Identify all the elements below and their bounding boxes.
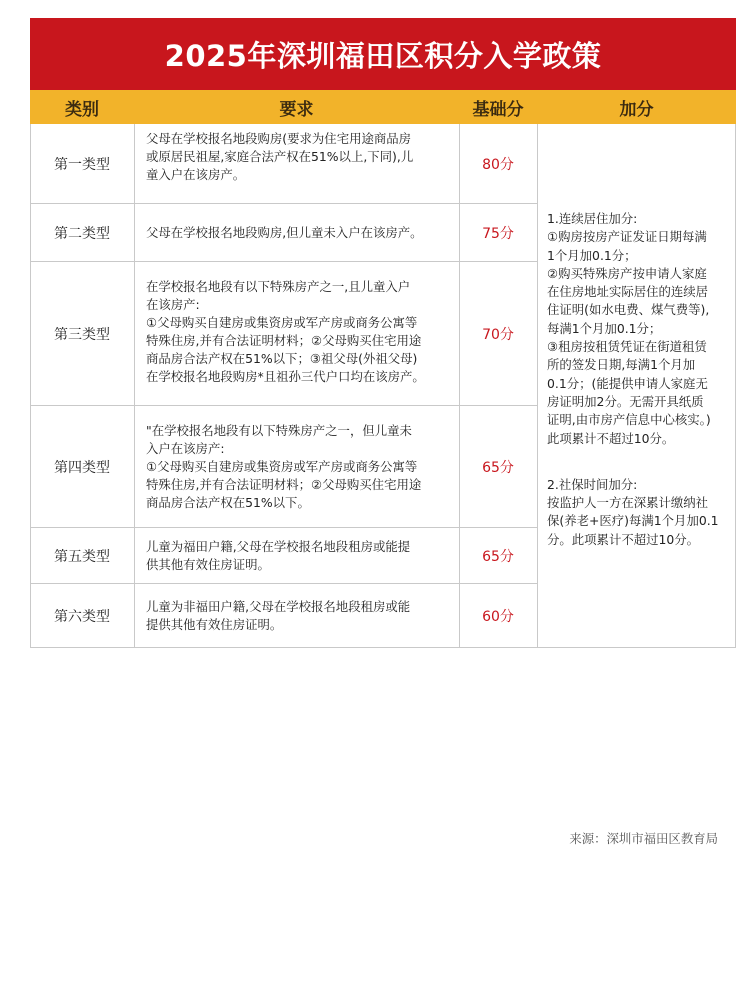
row-requirement: 父母在学校报名地段购房,但儿童未入户在该房产。	[146, 224, 423, 240]
row-score: 60分	[482, 608, 514, 625]
row-requirement: 儿童为非福田户籍,父母在学校报名地段租房或能 提供其他有效住房证明。	[146, 598, 411, 632]
table-row	[30, 528, 537, 584]
row-type: 第五类型	[54, 548, 110, 565]
row-requirement: 父母在学校报名地段购房(要求为住宅用途商品房 或原居民祖屋,家庭合法产权在51%以上,下同),儿 童入户在该房产。	[146, 131, 414, 182]
bonus-social-security: 2.社保时间加分: 按监护人一方在深累计缴纳社 保(养老+医疗)每满1个月加0.1 分。此项累计不超过10分。	[547, 476, 719, 547]
table-row	[30, 262, 537, 406]
header-category: 类别	[65, 99, 99, 120]
row-requirement: 在学校报名地段有以下特殊房产之一,且儿童入户 在该房产: ①父母购买自建房或集资房或军产房或商务公寓等 特殊住房,并有合法证明材料；②父母购买住宅用途 商品房合法产权在51%以下；③祖父母(外祖父母) 在学校报名地段购房*且祖孙三代户口均在该房产。	[146, 279, 425, 384]
header-bonus: 加分	[619, 99, 654, 120]
row-score: 70分	[482, 326, 514, 343]
row-score: 65分	[482, 459, 514, 476]
row-type: 第三类型	[54, 326, 110, 343]
row-type: 第四类型	[54, 459, 110, 476]
page-title: 2025年深圳福田区积分入学政策	[164, 38, 602, 73]
policy-table	[30, 124, 736, 648]
row-type: 第一类型	[54, 156, 110, 173]
row-type: 第二类型	[54, 225, 110, 242]
bonus-cell	[537, 124, 736, 648]
table-header	[30, 90, 736, 124]
row-score: 80分	[482, 156, 514, 173]
header-requirement: 要求	[279, 99, 314, 120]
table-row	[30, 584, 537, 648]
row-requirement: "在学校报名地段有以下特殊房产之一，但儿童未 入户在该房产: ①父母购买自建房或集资房或军产房或商务公寓等 特殊住房,并有合法证明材料；②父母购买住宅用途 商品房合法产权在51%以下。	[146, 423, 422, 510]
row-type: 第六类型	[54, 608, 110, 625]
row-score: 75分	[482, 225, 514, 242]
table-row	[30, 204, 537, 262]
table-row	[30, 406, 537, 528]
table-row	[30, 124, 537, 204]
row-requirement: 儿童为福田户籍,父母在学校报名地段租房或能提 供其他有效住房证明。	[146, 538, 411, 572]
title-banner	[30, 18, 736, 90]
source-credit: 来源：深圳市福田区教育局	[569, 831, 718, 846]
row-score: 65分	[482, 548, 514, 565]
header-base-score: 基础分	[472, 99, 524, 120]
bonus-residence: 1.连续居住加分: ①购房按房产证发证日期每满 1个月加0.1分； ②购买特殊房产按申请人家庭 在住房地址实际居住的连续居 住证明(如水电费、煤气费等), 每满1个月加0.1分； ③租房按租赁凭证在街道租赁 所的签发日期,每满1个月加 0.1分；(能提供申请人家庭无 房证明加2分。无需开具纸质 证明,由市房产信息中心核实。) 此项累计不超过10分。	[547, 211, 711, 446]
